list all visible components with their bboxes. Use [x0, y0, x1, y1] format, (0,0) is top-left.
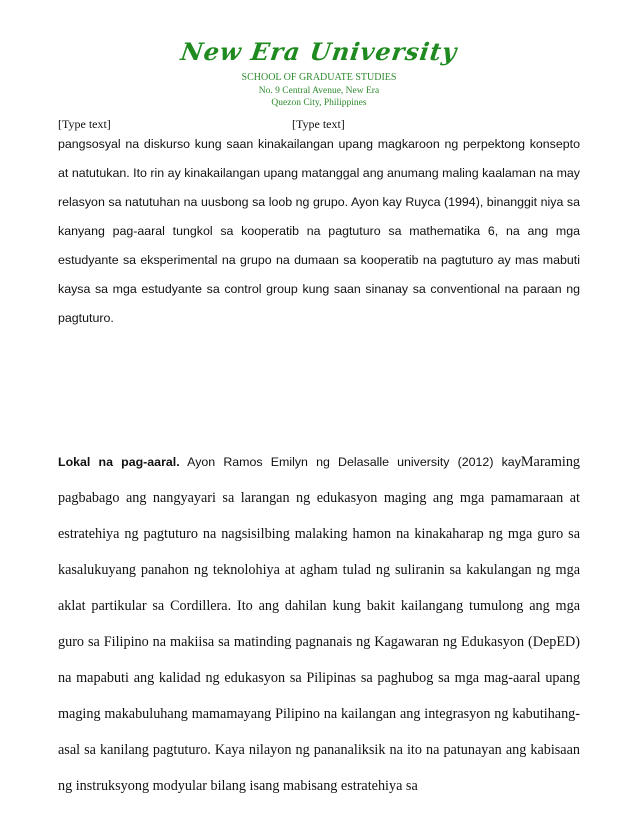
university-title: New Era University: [178, 37, 460, 66]
address-line-2: Quezon City, Philippines: [271, 98, 367, 108]
header-placeholder-center: [Type text]: [292, 117, 345, 131]
body-paragraph-2: [58, 444, 580, 804]
address-line-1: No. 9 Central Avenue, New Era: [258, 86, 380, 96]
header-placeholder-left: [Type text]: [58, 117, 111, 131]
school-name: SCHOOL OF GRADUATE STUDIES: [241, 72, 397, 83]
paragraph-body-text: Maraming pagbabago ang nangyayari sa larangan ng edukasyon maging ang mga pamamaraan at estratehiya ng pagtuturo na nagsisilbing malaking hamon na kinakaharap ng mga guro sa kasalukuyang panahon ng teknolohiya at agham tulad ng suliranin sa kakulangan ng mga aklat partikular sa Cordillera. Ito ang dahilan kung bakit kailangang tumulong ang mga guro sa Filipino na makiisa sa matinding pagnanais ng Kagawaran ng Edukasyon (DepED) na mapabuti ang kalidad ng edukasyon sa Pilipinas sa paghubog sa mga mag-aaral upang maging makabuluhang mamamayang Pilipino na kailangan ang integrasyon ng kabutihang-asal sa kanilang pagtuturo. Kaya nilayon ng pananaliksik na ito na patunayan ang kabisaan ng instruksyong modyular bilang isang mabisang estratehiya sa: [58, 454, 581, 794]
paragraph-lead: [58, 455, 521, 469]
paragraph-lead-text: Ayon Ramos Emilyn ng Delasalle university (2012) kay: [179, 455, 521, 469]
body-paragraph-1: pangsosyal na diskurso kung saan kinakailangan upang magkaroon ng perpektong konsepto at natutukan. Ito rin ay kinakailangan upang matanggal ang anumang maling kaalaman na may relasyon sa natutuhan na uusbong sa loob ng grupo. Ayon kay Ruyca (1994), binanggit niya sa kanyang pag-aaral tungkol sa kooperatib na pagtuturo sa mathematika 6, na ang mga estudyante sa eksperimental na grupo na dumaan sa kooperatib na pagtuturo ay mas mabuti kaysa sa mga estudyante sa control group kung saan sinanay sa conventional na paraan ng pagtuturo.: [58, 137, 580, 325]
page-header: [0, 0, 638, 110]
section-heading: Lokal na pag-aaral.: [58, 455, 180, 469]
